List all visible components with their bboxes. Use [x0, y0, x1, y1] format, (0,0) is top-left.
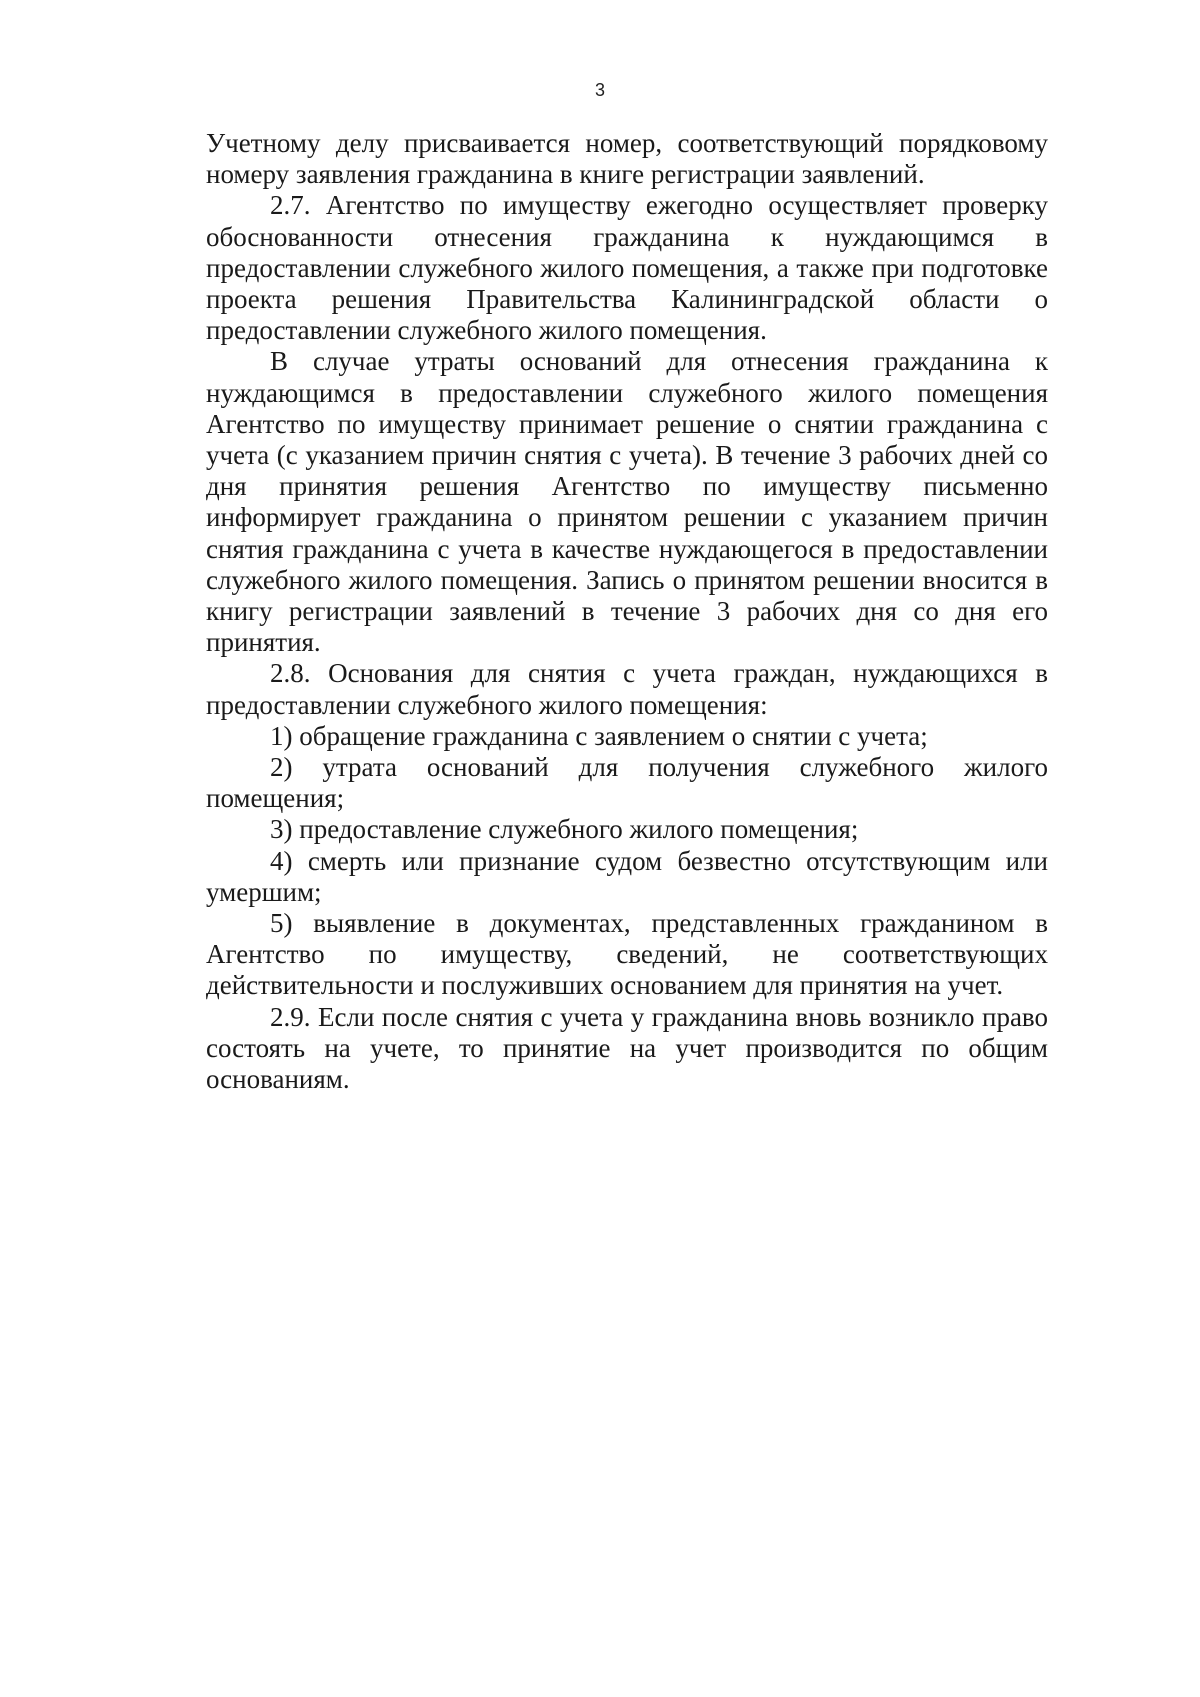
paragraph-2-9: 2.9. Если после снятия с учета у гражданина вновь возникло право состоять на учете, то принятие на учет производится по общим основаниям. — [206, 1001, 1048, 1095]
paragraph-loss-of-grounds: В случае утраты оснований для отнесения гражданина к нуждающимся в предоставлении служебного жилого помещения Агентство по имуществу принимает решение о снятии гражданина с учета (с указанием причин снятия с учета). В течение 3 рабочих дней со дня принятия решения Агентство по имуществу письменно информирует гражданина о принятом решении с указанием причин снятия гражданина с учета в качестве нуждающегося в предоставлении служебного жилого помещения. Запись о принятом решении вносится в книгу регистрации заявлений в течение 3 рабочих дня со дня его принятия. — [206, 346, 1048, 658]
list-item-5: 5) выявление в документах, представленных гражданином в Агентство по имуществу, сведений, не соответствующих действительности и послуживших основанием для принятия на учет. — [206, 908, 1048, 1001]
paragraph-2-8: 2.8. Основания для снятия с учета граждан, нуждающихся в предоставлении служебного жилого помещения: — [206, 658, 1048, 720]
list-item-3: 3) предоставление служебного жилого помещения; — [270, 814, 859, 845]
page-number: 3 — [594, 80, 605, 100]
paragraph-2-7: 2.7. Агентство по имуществу ежегодно осуществляет проверку обоснованности отнесения гражданина к нуждающимся в предоставлении служебного жилого помещения, а также при подготовке проекта решения Правительства Калининградской области о предоставлении служебного жилого помещения. — [206, 190, 1048, 346]
paragraph-account-number: Учетному делу присваивается номер, соответствующий порядковому номеру заявления гражданина в книге регистрации заявлений. — [206, 128, 1048, 190]
document-body — [206, 128, 1048, 1095]
list-item-1: 1) обращение гражданина с заявлением о снятии с учета; — [270, 720, 928, 751]
list-item-2: 2) утрата оснований для получения служебного жилого помещения; — [206, 752, 1048, 814]
list-item-4: 4) смерть или признание судом безвестно отсутствующим или умершим; — [206, 845, 1048, 907]
